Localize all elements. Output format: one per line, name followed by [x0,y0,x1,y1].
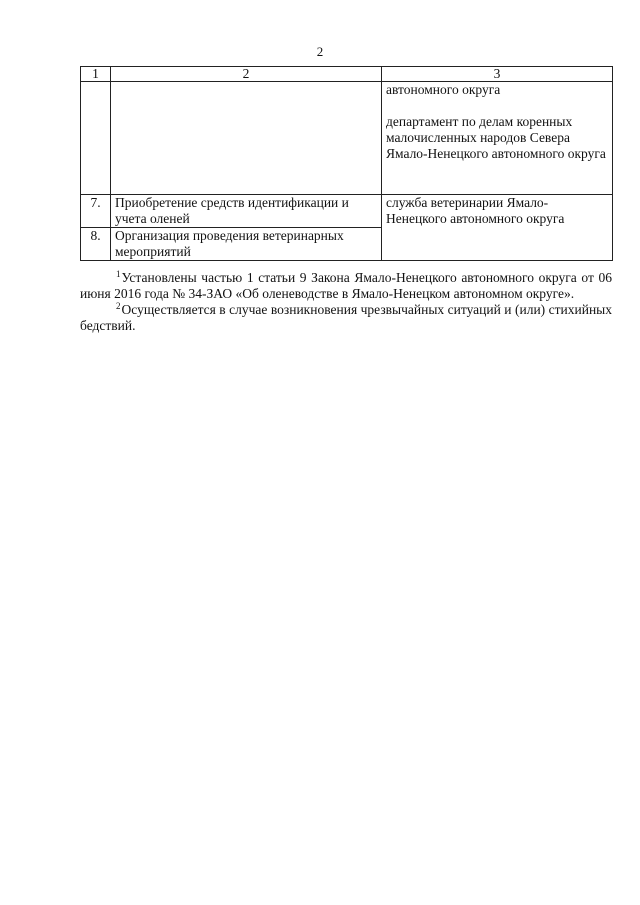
row-number: 8. [81,228,111,261]
header-col-2: 2 [111,67,382,82]
table-row [81,195,613,228]
table-header-row [81,67,613,82]
table-row-continuation [81,82,613,195]
paragraph-gap [386,98,608,114]
footnote-2 [80,302,612,334]
continuation-activity-cell [111,82,382,195]
row-authority-merged: служба ветеринарии Ямало-Ненецкого автономного округа [382,195,613,261]
row-number: 7. [81,195,111,228]
footnote-1 [80,270,612,302]
row-activity: Приобретение средств идентификации и учета оленей [111,195,382,228]
header-col-3: 3 [382,67,613,82]
authority-text-department: департамент по делам коренных малочисленных народов Севера Ямало-Ненецкого автономного округа [386,114,606,161]
footnote-mark: 2 [116,301,121,311]
authority-text-continued: автономного округа [386,82,501,97]
continuation-num-cell [81,82,111,195]
footnote-text: Установлены частью 1 статьи 9 Закона Ямало-Ненецкого автономного округа от 06 июня 2016 года № 34-ЗАО «Об оленеводстве в Ямало-Ненецком автономном округе». [80,270,612,301]
continuation-authority-cell [382,82,613,195]
page-number: 2 [316,44,324,59]
responsibilities-table [80,66,613,261]
footnote-text: Осуществляется в случае возникновения чрезвычайных ситуаций и (или) стихийных бедствий. [80,302,612,333]
header-col-1: 1 [81,67,111,82]
footnotes [80,270,612,334]
footnote-mark: 1 [116,269,121,279]
row-activity: Организация проведения ветеринарных мероприятий [111,228,382,261]
